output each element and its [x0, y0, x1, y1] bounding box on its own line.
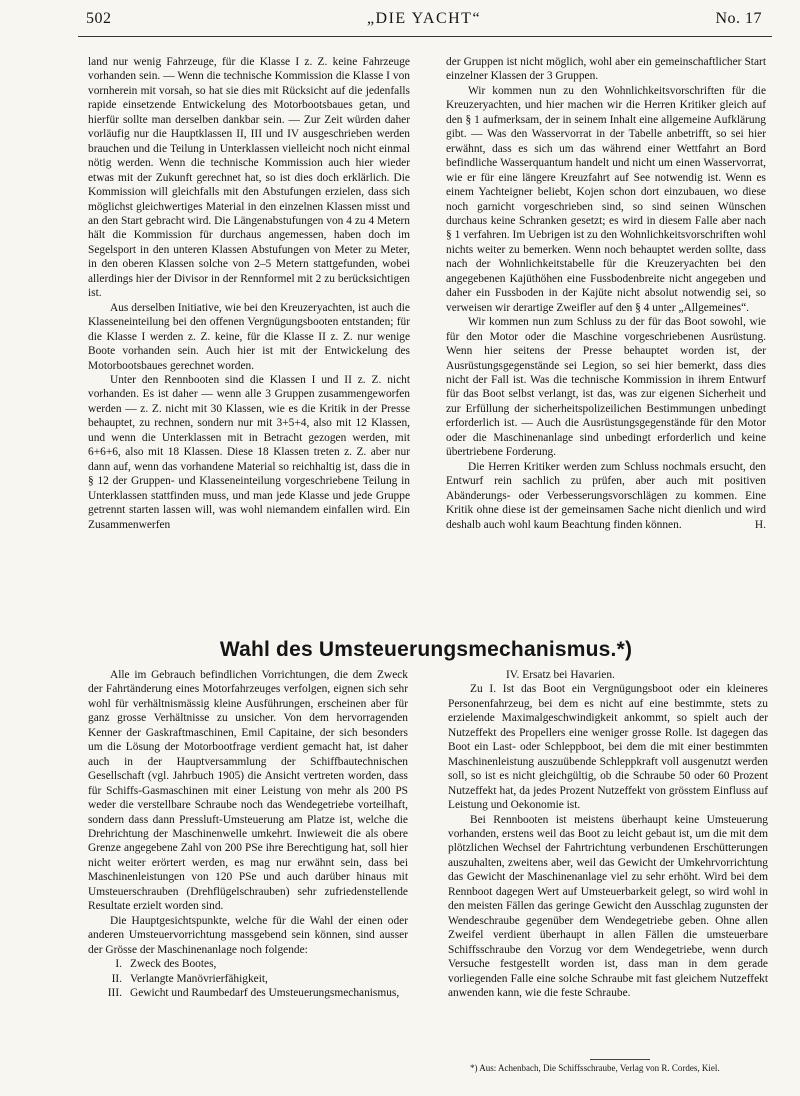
paragraph	[446, 460, 766, 532]
paragraph-text: Die Herren Kritiker werden zum Schluss nochmals ersucht, den Entwurf rein sachlich zu prüfen, aber auch mit positiven Abänderungs- oder Verbesserungsvorschlägen zu kommen. Eine Kritik ohne diese ist der gemeinsamen Sache nicht dienlich und wird deshalb auch wohl kaum Beachtung finden können.	[446, 460, 766, 531]
article1-column-left	[88, 55, 410, 532]
footnote-rule	[590, 1059, 650, 1060]
page-number: 502	[86, 10, 112, 27]
list-item: II. Verlangte Manövrierfähigkeit,	[111, 972, 268, 985]
paragraph: Aus derselben Initiative, wie bei den Kreuzeryachten, ist auch die Klasseneinteilung bei den offenen Vergnügungsbooten entstanden; für die Klasse I werden z. Z. keine, für die Klasse II z. Z. nur wenige Boote vorhanden sein. Auch hier ist mit der Entwickelung des Motorbootsbaues gerechnet worden.	[88, 301, 410, 372]
article-signature: H.	[754, 518, 766, 531]
article-title: Wahl des Umsteuerungsmechanismus.*)	[219, 638, 633, 661]
paragraph: land nur wenig Fahrzeuge, für die Klasse I z. Z. keine Fahrzeuge vorhanden sein. — Wenn die technische Kommission die Klasse I von vornherein mit vorsah, so hat sie dies mit Rücksicht auf die jedenfalls rapide einsetzende Entwickelung des Motorbootsbaues getan, und hierfür sollte man derselben dankbar sein. — Zur Zeit würden daher vorläufig nur die Hauptklassen II, III und IV ausgeschrieben werden brauchen und die Teilung in Unterklassen vielleicht noch nicht einmal nötig werden. Wenn die technische Kommission auch hier wieder etwas mit der Zukunft gerechnet hat, so ist dies doch erklärlich. Die Kommission will gleichfalls mit den Abstufungen erzielen, dass sich möglichst gleichwertiges Material in den einzelnen Klassen misst und an den Start gebracht wird. Die Längenabstufungen von 4 zu 4 Metern hält die Kommission für durchaus angemessen, haben doch im Segelsport in den unteren Klassen Abstufungen von Meter zu Meter, in den oberen Klassen solche von 2–5 Metern stattgefunden, wobei allerdings hier der Divisor in der Rennformel mit 2 zu berücksichtigen ist.	[88, 56, 410, 300]
list-item: IV. Ersatz bei Havarien.	[506, 669, 615, 681]
paragraph: Unter den Rennbooten sind die Klassen I und II z. Z. nicht vorhanden. Es ist daher — wenn alle 3 Gruppen zusammengeworfen werden — z. Z. nicht mit 30 Klassen, wie es die Kritik in der Presse behauptet, zu rechnen, sondern nur mit 3+5+4, also mit 12 Klassen, und wenn die Unterklassen mit in Betracht gezogen werden, mit 6+6+6, also mit 18 Klassen. Diese 18 Klassen treten z. Z. aber nur dann auf, wenn das vorhandene Material so reichhaltig ist, dass die in § 12 der Gruppen- und Klasseneinteilung vorgeschriebene Teilung in Unterklassen stattfinden muss, und man jede Klasse und jede Gruppe getrennt starten lassen will, was wohl niemandem einfallen wird. Ein Zusammenwerfen	[88, 373, 410, 531]
paragraph: Bei Rennbooten ist meistens überhaupt keine Umsteuerung vorhanden, erstens weil das Boot zu leicht gebaut ist, um die mit dem plötzlichen Wechsel der Fahrtrichtung verbundenen Erschütterungen auszuhalten, zweitens aber, weil das Gewicht der Umkehrvorrichtung das Gewicht der Maschinenanlage viel zu sehr erhöht. Wird bei dem Rennboot dagegen Wert auf Umsteuerbarkeit gelegt, so wird wohl in den meisten Fällen das geringe Gewicht den Ausschlag zugunsten der Wendeschraube gegenüber dem Wendegetriebe geben. Ohne allen Zweifel verdient überhaupt in allen Fällen die umsteuerbare Schiffsschraube den Vorzug vor dem Wendegetriebe, wenn durch Versuche festgestellt worden ist, dass man in dem gerade vorliegenden Falle eine solche Schraube mit fast gleichem Nutzeffekt anwenden kann, wie die feste Schraube.	[448, 813, 768, 999]
article2-column-left	[88, 668, 408, 1000]
paragraph: Alle im Gebrauch befindlichen Vorrichtungen, die dem Zweck der Fahrtänderung eines Motorfahrzeuges verfolgen, eignen sich sehr wohl für verhältnismässig kleine Ausführungen, erscheinen aber für ganz grosse Verhältnisse zu unsicher. Von dem hervorragenden Kenner der Gaskraftmaschinen, Emil Capitaine, der sich besonders um die Lösung der Motorbootfrage verdient gemacht hat, ist daher auch in der Hauptversammlung der Schiffbautechnischen Gesellschaft (vgl. Jahrbuch 1905) die Ansicht vertreten worden, dass für Schiffs-Gasmaschinen mit einer Leistung von mehr als 200 PS weder die verstellbare Schraube noch das Wendegetriebe vorteilhaft, sondern dass dann Pressluft-Umsteuerung am Platze ist, welche die Drehrichtung der Maschinenwelle umkehrt. Inwieweit die als obere Grenze angegebene Zahl von 200 PSe ihre Berechtigung hat, soll hier nicht weiter erörtert werden, es mag nur erwähnt sein, dass bei Maschinenleistungen von 120 PSe und auch darüber hinaus mit Umsteuerschrauben (Drehflügelschrauben) sehr zufriedenstellende Resultate erzielt worden sind.	[88, 669, 408, 913]
article1-column-right	[446, 55, 766, 532]
paragraph: Wir kommen nun zu den Wohnlichkeitsvorschriften für die Kreuzeryachten, und hier machen wir die Herren Kritiker gleich auf den § 1 aufmerksam, der in seinem Inhalt eine allgemeine Aufklärung gibt. — Was den Wasservorrat in der Tabelle anbetrifft, so sei hier erwähnt, dass es sich um das während einer Wettfahrt an Bord befindliche Wasserquantum handelt und nicht um einen Wasservorrat, wie er für eine längere Kreuzfahrt auf See notwendig ist. Wenn es einem Yachteigner beliebt, Kojen schon dort einzubauen, wo diese noch garnicht vorgeschrieben sind, so sind seinen Wünschen durchaus keine Schranken gesetzt; es wird in diesem Falle aber nach § 1 verfahren. Im Uebrigen ist zu den Wohnlichkeitsvorschriften wohl nichts weiter zu bemerken. Wenn noch behauptet werden sollte, dass nach der Wohnlichkeitstabelle für die Kreuzeryachten bei den angegebenen Kajüthöhen eine Fussbodenbreite nicht angegeben und daher ein Fussboden in der Kajüte nicht absolut notwendig sei, so verweisen wir derartige Zweifler auf den § 4 unter „Allgemeines“.	[446, 84, 766, 314]
header-rule	[78, 36, 772, 37]
journal-title: „DIE YACHT“	[366, 10, 482, 27]
article2-column-right	[448, 668, 768, 1000]
paragraph: Die Hauptgesichtspunkte, welche für die Wahl der einen oder anderen Umsteuervorrichtung massgebend sein können, sind ausser der Grösse der Maschinenanlage noch folgende:	[88, 914, 408, 956]
list-item: III. Gewicht und Raumbedarf des Umsteuerungsmechanismus,	[107, 986, 400, 999]
paragraph: Zu I. Ist das Boot ein Vergnügungsboot oder ein kleineres Personenfahrzeug, bei dem es nicht auf eine bestimmte, stets zu erzielende Maximalgeschwindigkeit ankommt, so spielt auch der Nutzeffekt des Propellers eine weniger grosse Rolle. Ist dagegen das Boot ein Last- oder Schleppboot, bei dem die mit einer bestimmten Maschinenleistung auszuübende Schleppkraft voll ausgenutzt werden soll, so ist es nicht gleichgültig, ob die Schraube 50 oder 60 Prozent Nutzeffekt hat, da jedes Prozent Nutzeffekt von grösstem Einfluss auf Leistung und Oekonomie ist.	[448, 683, 768, 812]
criteria-list	[88, 957, 408, 1000]
paragraph: der Gruppen ist nicht möglich, wohl aber ein gemeinschaftlicher Start einzelner Klassen der 3 Gruppen.	[446, 56, 766, 83]
paragraph: Wir kommen nun zum Schluss zu der für das Boot sowohl, wie für den Motor oder die Maschine vorgeschriebenen Ausrüstung. Wenn hier seitens der Presse behauptet worden ist, der Ausrüstungsgegenstände sei Legion, so sei hier bemerkt, dass dies nicht der Fall ist. Was die technische Kommission in ihrem Entwurf für das Boot selbst verlangt, ist das, was zur eigenen Sicherheit und zur Erfüllung der sicherheitspolizeilichen Bestimmungen unbedingt erforderlich ist. — Auch die Ausrüstungsgegenstände für den Motor oder die Maschinenanlage sind unbedingt erforderlich und keine übertriebene Forderung.	[446, 316, 766, 459]
footnote: *) Aus: Achenbach, Die Schiffsschraube, Verlag von R. Cordes, Kiel.	[470, 1063, 720, 1073]
list-item: I. Zweck des Bootes,	[115, 958, 217, 971]
page-header	[86, 10, 762, 32]
issue-number: No. 17	[715, 10, 762, 27]
